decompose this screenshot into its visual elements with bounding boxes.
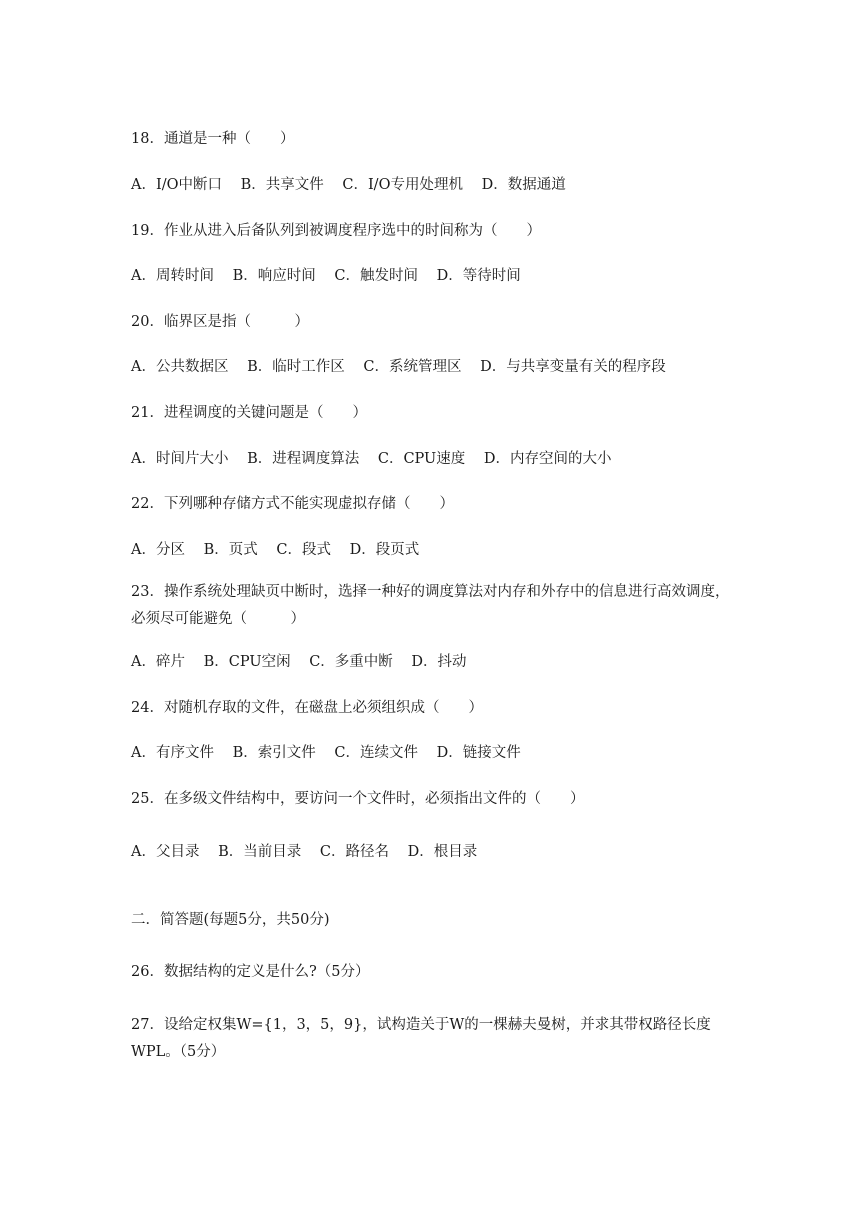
option-a: A．公共数据区 bbox=[131, 359, 229, 375]
option-d: D．抖动 bbox=[411, 654, 467, 670]
option-c: C．多重中断 bbox=[309, 654, 393, 670]
question-25-stem: 25．在多级文件结构中，要访问一个文件时，必须指出文件的（ ） bbox=[131, 791, 585, 807]
question-18-stem: 18．通道是一种（ ） bbox=[131, 131, 295, 147]
option-c: C．段式 bbox=[276, 542, 331, 558]
option-d: D．根目录 bbox=[407, 844, 478, 860]
question-23-stem: 23．操作系统处理缺页中断时，选择一种好的调度算法对内存和外存中的信息进行高效调度，必须尽可能避免（ ） bbox=[131, 584, 730, 627]
option-a: A．父目录 bbox=[131, 844, 200, 860]
option-c: C．系统管理区 bbox=[363, 359, 462, 375]
option-a: A．I/O中断口 bbox=[131, 177, 222, 193]
option-c: C．I/O专用处理机 bbox=[342, 177, 463, 193]
question-19-stem: 19．作业从进入后备队列到被调度程序选中的时间称为（ ） bbox=[131, 223, 541, 239]
option-d: D．与共享变量有关的程序段 bbox=[480, 359, 666, 375]
option-b: B．临时工作区 bbox=[247, 359, 345, 375]
option-a: A．碎片 bbox=[131, 654, 185, 670]
section-heading: 二．简答题(每题5分，共50分) bbox=[131, 912, 330, 928]
question-22-stem: 22．下列哪种存储方式不能实现虚拟存储（ ） bbox=[131, 496, 454, 512]
question-20-options bbox=[131, 357, 680, 377]
option-d: D．链接文件 bbox=[436, 745, 521, 761]
question-21-stem: 21．进程调度的关键问题是（ ） bbox=[131, 405, 367, 421]
option-c: C．连续文件 bbox=[334, 745, 418, 761]
option-b: B．页式 bbox=[203, 542, 258, 558]
option-a: A．有序文件 bbox=[131, 745, 214, 761]
option-c: C．CPU速度 bbox=[377, 451, 466, 467]
option-b: B．共享文件 bbox=[240, 177, 324, 193]
option-a: A．周转时间 bbox=[131, 268, 214, 284]
question-25-options bbox=[131, 842, 491, 862]
option-d: D．数据通道 bbox=[481, 177, 566, 193]
option-b: B．CPU空闲 bbox=[203, 654, 291, 670]
question-20-stem: 20．临界区是指（ ） bbox=[131, 314, 309, 330]
question-23-options bbox=[131, 652, 481, 672]
option-d: D．段页式 bbox=[349, 542, 420, 558]
option-b: B．进程调度算法 bbox=[247, 451, 360, 467]
option-a: A．时间片大小 bbox=[131, 451, 229, 467]
question-19-options bbox=[131, 266, 535, 286]
question-24-options bbox=[131, 743, 535, 763]
question-27-stem: 27．设给定权集W={1，3，5，9}，试构造关于W的一棵赫夫曼树，并求其带权路径长度WPL。（5分） bbox=[131, 1017, 711, 1060]
option-b: B．索引文件 bbox=[232, 745, 316, 761]
option-c: C．触发时间 bbox=[334, 268, 418, 284]
question-18-options bbox=[131, 175, 580, 195]
option-a: A．分区 bbox=[131, 542, 185, 558]
question-26-stem: 26．数据结构的定义是什么?（5分） bbox=[131, 964, 370, 980]
option-b: B．当前目录 bbox=[218, 844, 302, 860]
question-24-stem: 24．对随机存取的文件，在磁盘上必须组织成（ ） bbox=[131, 700, 483, 716]
option-d: D．内存空间的大小 bbox=[483, 451, 612, 467]
option-d: D．等待时间 bbox=[436, 268, 521, 284]
option-c: C．路径名 bbox=[319, 844, 389, 860]
question-22-options bbox=[131, 540, 433, 560]
option-b: B．响应时间 bbox=[232, 268, 316, 284]
question-21-options bbox=[131, 449, 626, 469]
